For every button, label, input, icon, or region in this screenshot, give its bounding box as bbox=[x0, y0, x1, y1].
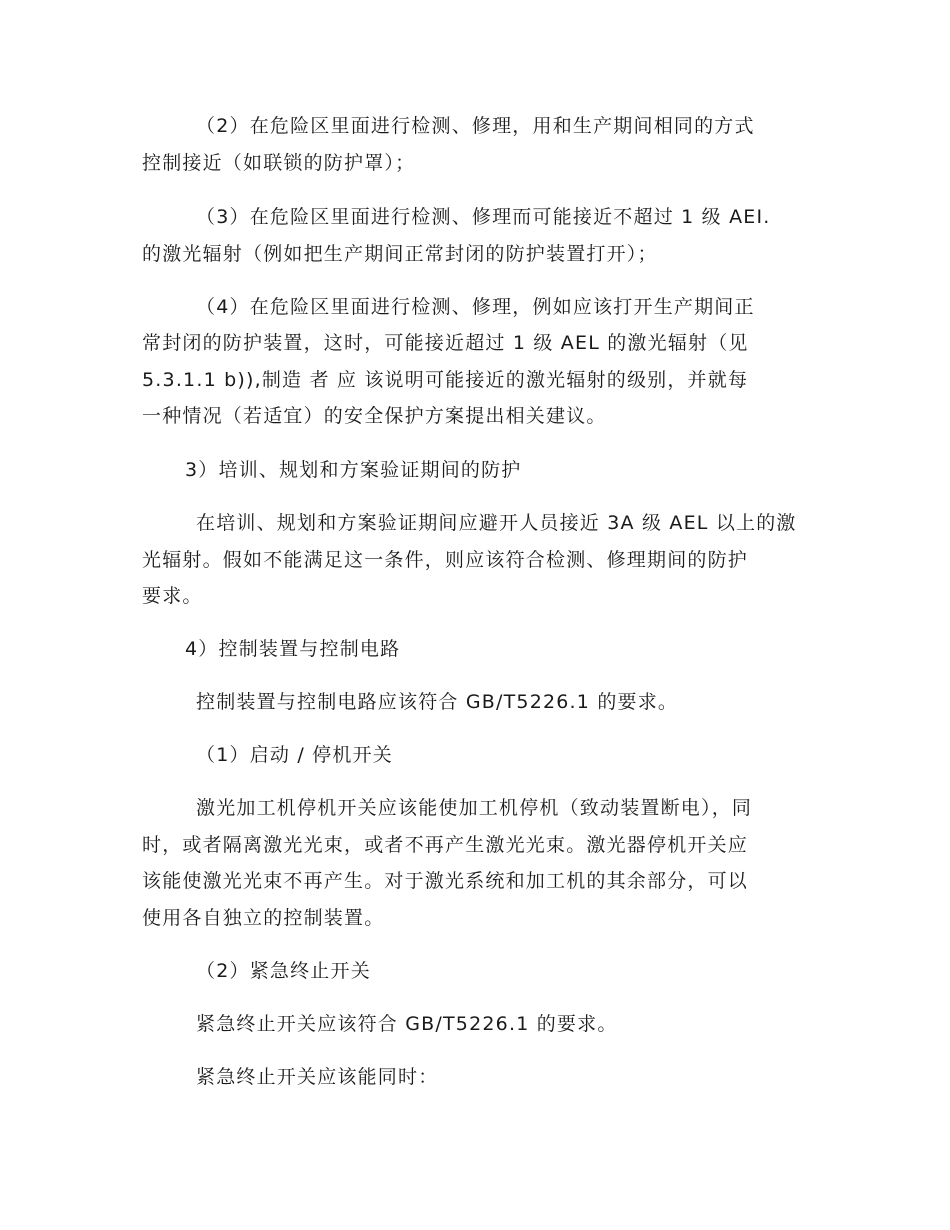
paragraph-stop-switch-line-1: 激光加工机停机开关应该能使加工机停机（致动装置断电），同 bbox=[196, 797, 753, 819]
paragraph-emergency-requirement: 紧急终止开关应该符合 GB/T5226.1 的要求。 bbox=[196, 1013, 618, 1035]
paragraph-item-4-line-4: 一种情况（若适宜）的安全保护方案提出相关建议。 bbox=[142, 405, 607, 427]
paragraph-item-3-line-1: （3）在危险区里面进行检测、修理而可能接近不超过 1 级 AEI. bbox=[196, 206, 771, 228]
paragraph-training-line-1: 在培训、规划和方案验证期间应避开人员接近 3A 级 AEL 以上的激 bbox=[196, 512, 797, 534]
paragraph-training-line-2: 光辐射。假如不能满足这一条件，则应该符合检测、修理期间的防护 bbox=[142, 549, 749, 571]
subheading-emergency-stop: （2）紧急终止开关 bbox=[196, 960, 371, 982]
paragraph-training-line-3: 要求。 bbox=[142, 585, 203, 607]
section-heading-3: 3）培训、规划和方案验证期间的防护 bbox=[185, 459, 522, 481]
paragraph-item-4-line-2: 常封闭的防护装置，这时，可能接近超过 1 级 AEL 的激光辐射（见 bbox=[142, 332, 749, 354]
paragraph-item-4-line-1: （4）在危险区里面进行检测、修理，例如应该打开生产期间正 bbox=[196, 296, 755, 318]
paragraph-item-3-line-2: 的激光辐射（例如把生产期间正常封闭的防护装置打开）； bbox=[142, 243, 658, 265]
paragraph-stop-switch-line-3: 该能使激光光束不再产生。对于激光系统和加工机的其余部分，可以 bbox=[142, 870, 749, 892]
subheading-start-stop-switch: （1）启动 / 停机开关 bbox=[196, 744, 393, 766]
paragraph-item-4-line-3: 5.3.1.1 b)),制造 者 应 该说明可能接近的激光辐射的级别，并就每 bbox=[142, 369, 749, 391]
paragraph-stop-switch-line-2: 时，或者隔离激光光束，或者不再产生激光光束。激光器停机开关应 bbox=[142, 834, 749, 856]
paragraph-item-2-line-2: 控制接近（如联锁的防护罩）； bbox=[142, 152, 416, 174]
section-heading-4: 4）控制装置与控制电路 bbox=[185, 638, 401, 660]
paragraph-item-2-line-1: （2）在危险区里面进行检测、修理，用和生产期间相同的方式 bbox=[196, 115, 755, 137]
paragraph-stop-switch-line-4: 使用各自独立的控制装置。 bbox=[142, 907, 385, 929]
paragraph-emergency-simultaneous: 紧急终止开关应该能同时： bbox=[196, 1066, 439, 1088]
paragraph-control-requirement: 控制装置与控制电路应该符合 GB/T5226.1 的要求。 bbox=[196, 691, 679, 713]
